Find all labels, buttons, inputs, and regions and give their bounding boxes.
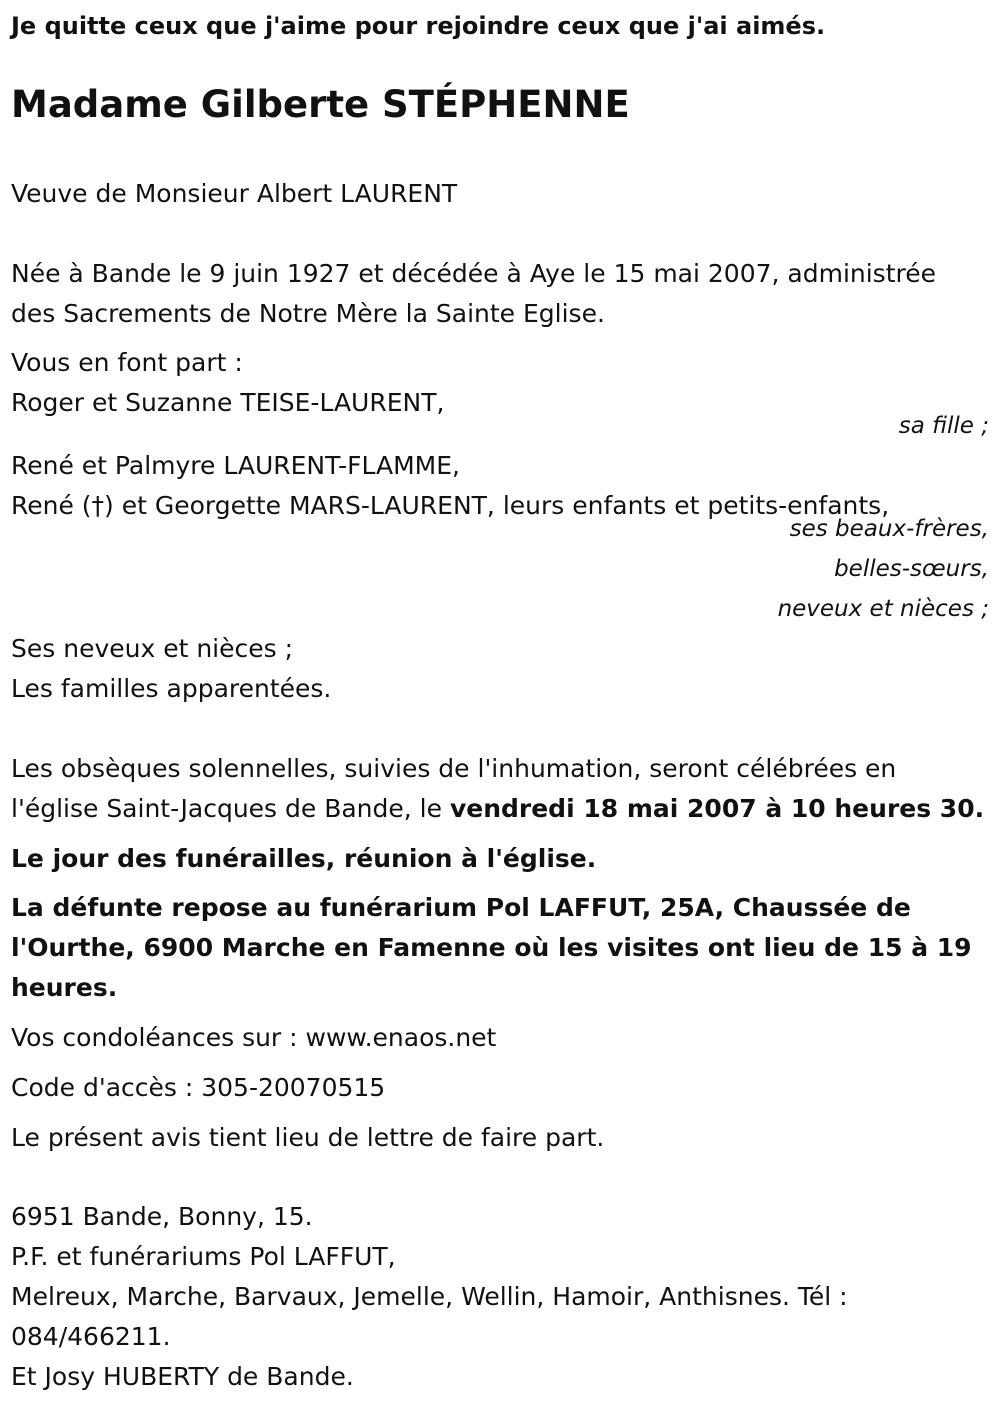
rest-line-2: l'Ourthe, 6900 Marche en Famenne où les visites ont lieu de 15 à 19 xyxy=(11,933,972,962)
funeral-line-2 xyxy=(11,789,984,829)
family-role-2c: neveux et nièces ; xyxy=(777,596,989,622)
funeral-line-1: Les obsèques solennelles, suivies de l'inhumation, seront célébrées en xyxy=(11,754,897,783)
footer-locations: Melreux, Marche, Barvaux, Jemelle, Wellin, Hamoir, Anthisnes. Tél : xyxy=(11,1282,848,1311)
footer-phone: 084/466211. xyxy=(11,1322,171,1351)
quote: Je quitte ceux que j'aime pour rejoindre ceux que j'ai aimés. xyxy=(11,12,826,40)
condolences-line: Vos condoléances sur : www.enaos.net xyxy=(11,1023,497,1052)
meeting-line: Le jour des funérailles, réunion à l'église. xyxy=(11,844,597,873)
family-line-5: Les familles apparentées. xyxy=(11,674,332,703)
family-role-2a: ses beaux-frères, xyxy=(789,516,989,542)
birth-death-line-1: Née à Bande le 9 juin 1927 et décédée à Aye le 15 mai 2007, administrée xyxy=(11,259,936,288)
family-role-2b: belles-sœurs, xyxy=(834,556,989,582)
rest-line-3: heures. xyxy=(11,973,118,1002)
family-line-3: René (†) et Georgette MARS-LAURENT, leurs enfants et petits-enfants, xyxy=(11,491,890,520)
notice-line: Le présent avis tient lieu de lettre de faire part. xyxy=(11,1123,605,1152)
funeral-line-2-plain: l'église Saint-Jacques de Bande, le xyxy=(11,794,450,823)
footer-contact: Et Josy HUBERTY de Bande. xyxy=(11,1362,354,1391)
widow-line: Veuve de Monsieur Albert LAURENT xyxy=(11,179,458,208)
announcement-label: Vous en font part : xyxy=(11,348,243,377)
footer-pf: P.F. et funérariums Pol LAFFUT, xyxy=(11,1242,396,1271)
family-line-4: Ses neveux et nièces ; xyxy=(11,634,294,663)
funeral-date: vendredi 18 mai 2007 à 10 heures 30. xyxy=(449,794,985,823)
access-code-line: Code d'accès : 305-20070515 xyxy=(11,1073,386,1102)
birth-death-line-2: des Sacrements de Notre Mère la Sainte Eglise. xyxy=(11,299,605,328)
family-role-1: sa fille ; xyxy=(898,413,989,439)
rest-line-1: La défunte repose au funérarium Pol LAFFUT, 25A, Chaussée de xyxy=(11,893,911,922)
family-line-2: René et Palmyre LAURENT-FLAMME, xyxy=(11,451,460,480)
footer-address: 6951 Bande, Bonny, 15. xyxy=(11,1202,313,1231)
family-line-1: Roger et Suzanne TEISE-LAURENT, xyxy=(11,388,445,417)
deceased-name: Madame Gilberte STÉPHENNE xyxy=(11,83,630,126)
